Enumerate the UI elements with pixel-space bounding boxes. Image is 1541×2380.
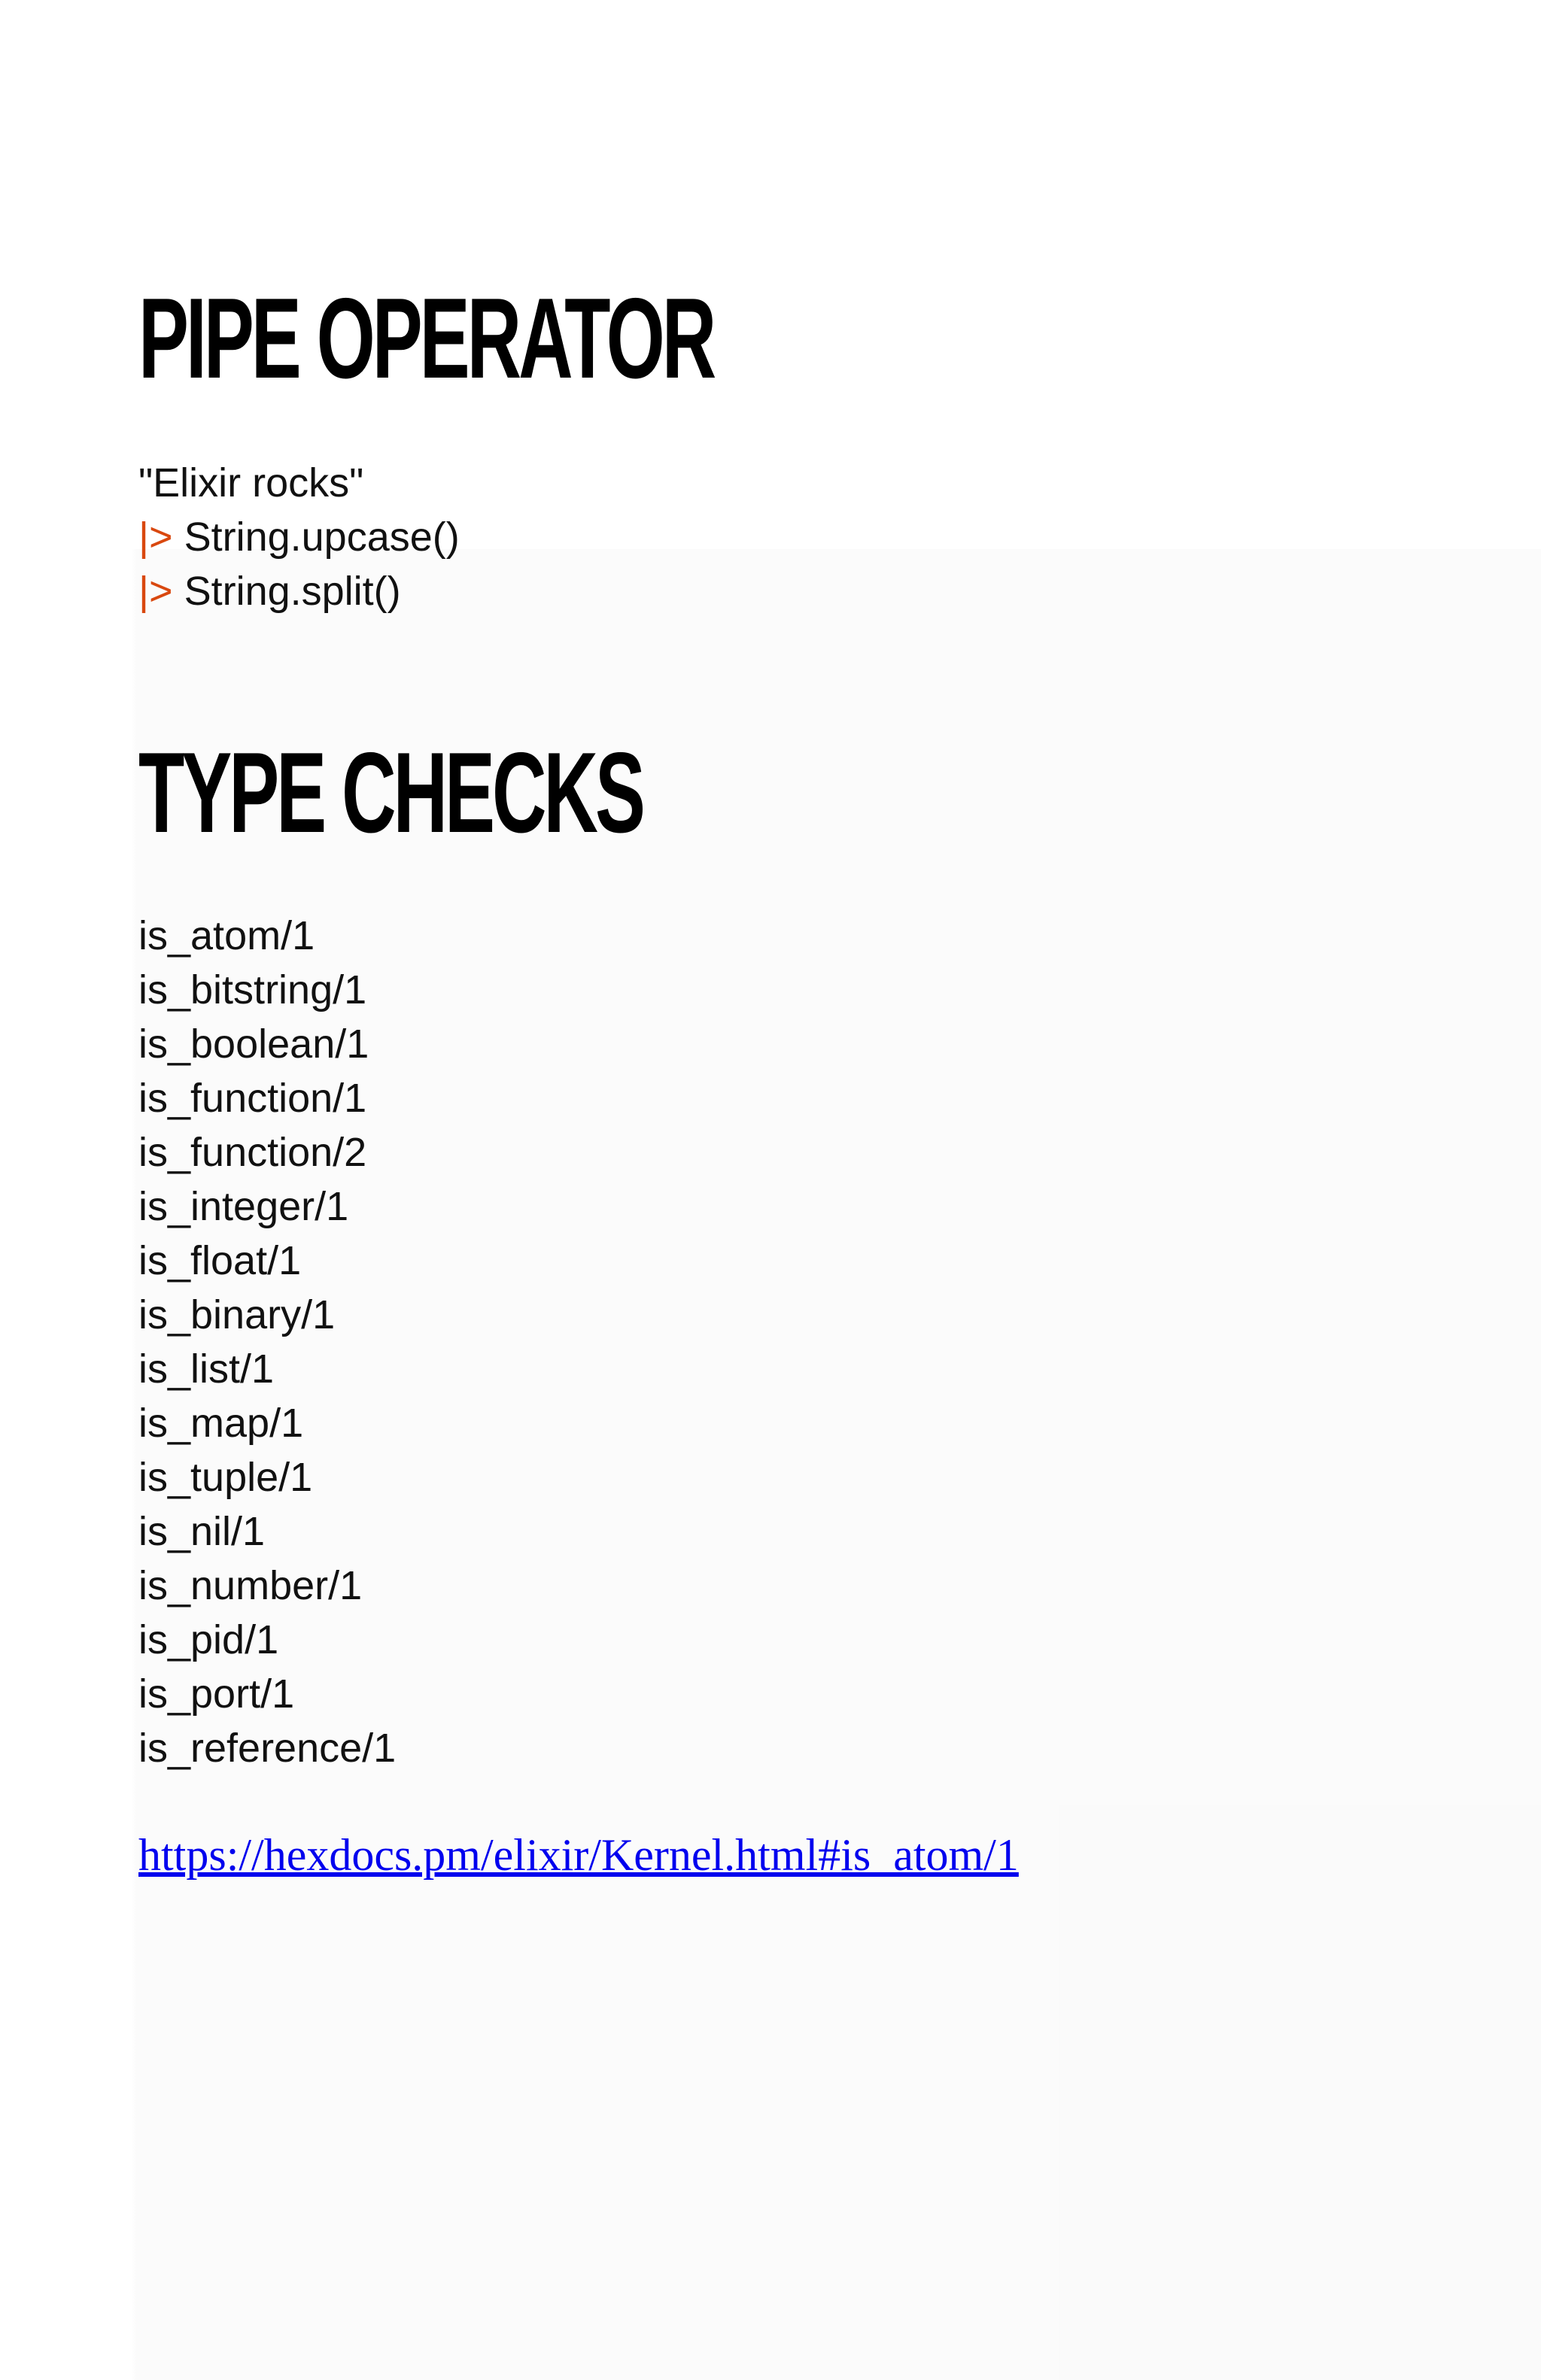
type-check-list — [138, 909, 396, 1775]
pipe-operator-heading: PIPE OPERATOR — [138, 275, 714, 402]
list-item: is_integer/1 — [138, 1184, 349, 1229]
list-item: is_function/2 — [138, 1130, 367, 1175]
pipe-operator-symbol: |> — [138, 569, 173, 614]
code-line-1 — [138, 456, 460, 510]
list-item: is_reference/1 — [138, 1726, 397, 1771]
code-string-literal: "Elixir rocks" — [138, 460, 364, 505]
list-item: is_float/1 — [138, 1238, 302, 1283]
list-item: is_bitstring/1 — [138, 967, 367, 1012]
list-item: is_nil/1 — [138, 1509, 266, 1554]
code-call-split: String.split() — [184, 569, 401, 614]
list-item: is_number/1 — [138, 1563, 363, 1608]
list-item: is_boolean/1 — [138, 1022, 369, 1067]
list-item: is_binary/1 — [138, 1292, 336, 1337]
pipe-operator-symbol: |> — [138, 515, 173, 560]
pipe-code-example — [138, 456, 460, 618]
list-item: is_atom/1 — [138, 913, 315, 958]
list-item: is_tuple/1 — [138, 1455, 313, 1500]
list-item: is_list/1 — [138, 1346, 275, 1392]
list-item: is_function/1 — [138, 1076, 367, 1121]
list-item: is_pid/1 — [138, 1617, 279, 1662]
list-item: is_port/1 — [138, 1671, 295, 1717]
hexdocs-link[interactable]: https://hexdocs.pm/elixir/Kernel.html#is_atom/1 — [138, 1830, 1019, 1880]
list-item: is_map/1 — [138, 1401, 304, 1446]
code-line-3 — [138, 564, 460, 618]
type-checks-heading: TYPE CHECKS — [138, 729, 643, 857]
code-line-2 — [138, 510, 460, 564]
code-call-upcase: String.upcase() — [184, 515, 460, 560]
